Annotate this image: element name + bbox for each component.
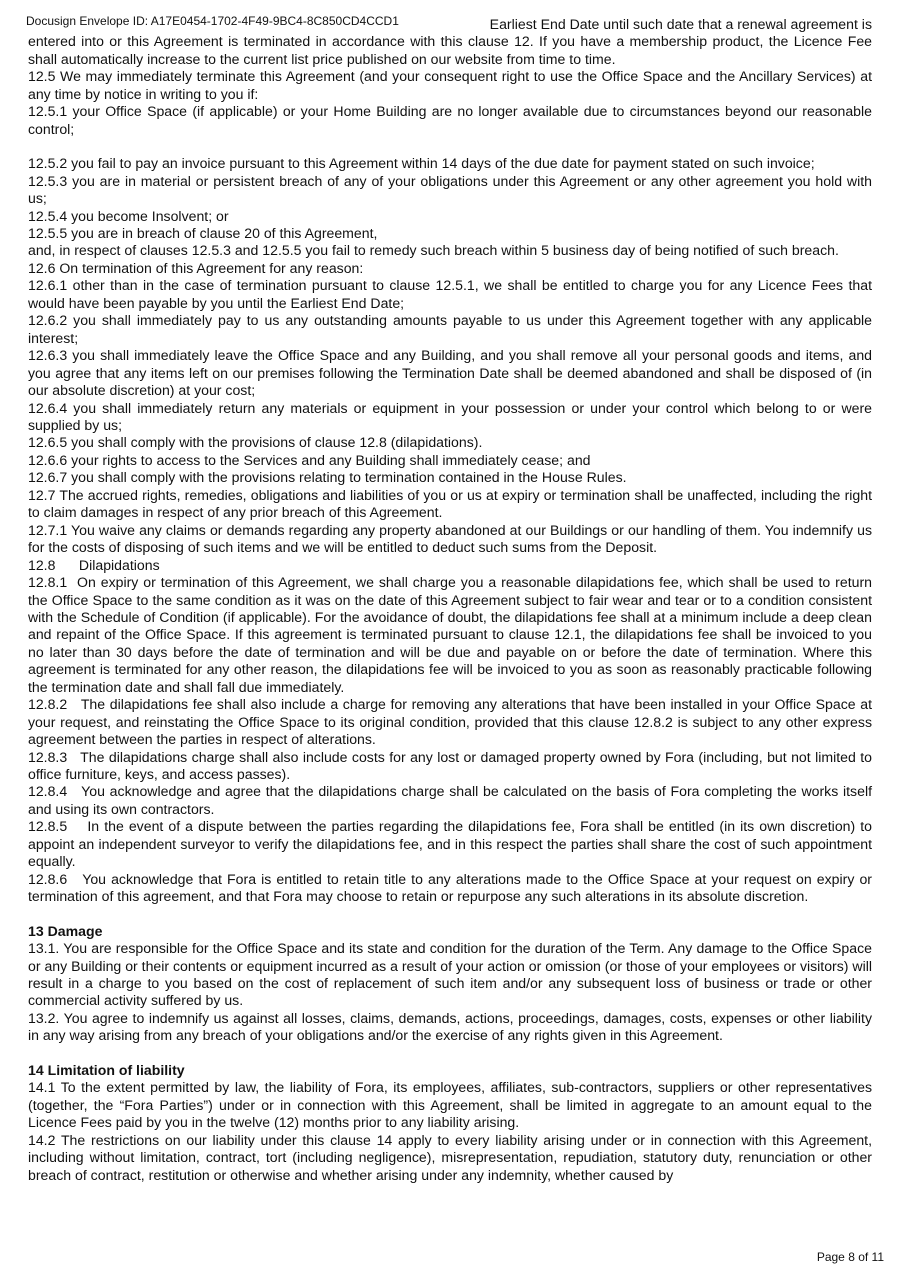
paragraph: 13.2. You agree to indemnify us against all losses, claims, demands, actions, proceedings, damages, costs, expenses or other liability in any way arising from any breach of your obligations and/or the exercise of any rights given in this Agreement. — [28, 1009, 872, 1044]
paragraph: 12.5 We may immediately terminate this Agreement (and your consequent right to use the Office Space and the Ancillary Services) at any time by notice in writing to you if: — [28, 68, 872, 102]
clause-paragraph: 12.6.4 you shall immediately return any materials or equipment in your possession or under your control which belong to or were supplied by us; — [28, 399, 876, 433]
paragraph: 12.5.1 your Office Space (if applicable) or your Home Building are no longer available due to circumstances beyond our reasonable control; — [28, 103, 872, 137]
clause-paragraph: 12.6.1 other than in the case of termination pursuant to clause 12.5.1, we shall be entitled to charge you for any Licence Fees that would have been payable by you until the Earliest End Date; — [28, 277, 876, 311]
envelope-id-header: Docusign Envelope ID: A17E0454-1702-4F49-9BC4-8C850CD4CCD1 — [26, 14, 403, 28]
clause-paragraph: 12.5.3 you are in material or persistent breach of any of your obligations under this Agreement or any other agreement you hold with us; — [28, 172, 876, 207]
clause-paragraph: 12.5.4 you become Insolvent; or — [28, 207, 229, 224]
paragraph: 14.1 To the extent permitted by law, the liability of Fora, its employees, affiliates, sub-contractors, suppliers or other representatives (together, the “Fora Parties”) under or in connection with this Agreement, shall be limited in aggregate to an amount equal to the Licence Fees paid by you in the twelve (12) months prior to any liability arising. — [28, 1079, 872, 1131]
page-number: Page 8 of 11 — [816, 1250, 884, 1264]
paragraph: 13.1. You are responsible for the Office Space and its state and condition for the duration of the Term. Any damage to the Office Space or any Building or their contents or equipment incurred as a result of your action or omission (or those of your employees or visitors) will result in a charge to you based on the cost of replacement of such item and/or any subsequent loss of business or trade or other commercial activity suffered by us. — [28, 940, 872, 1009]
clause-paragraph: and, in respect of clauses 12.5.3 and 12.5.5 you fail to remedy such breach within 5 business day of being notified of such breach. — [28, 242, 839, 259]
clause-paragraph: 12.6.3 you shall immediately leave the Office Space and any Building, and you shall remove all your personal goods and items, and you agree that any items left on our premises following the Termination Date shall be deemed abandoned and shall be disposed of (in our absolute discretion) at your cost; — [28, 347, 876, 399]
clause-paragraph: 12.5.5 you are in breach of clause 20 of this Agreement, — [28, 224, 378, 241]
clause-paragraph: 12.8.4 You acknowledge and agree that the dilapidations charge shall be calculated on the basis of Fora completing the works itself and using its own contractors. — [28, 783, 876, 817]
spacer — [28, 138, 872, 155]
clause-paragraph: 12.7.1 You waive any claims or demands regarding any property abandoned at our Buildings or our handling of them. You indemnify us for the costs of disposing of such items and we will be entitled to deduct such sums from the Deposit. — [28, 521, 876, 556]
paragraph: entered into or this Agreement is terminated in accordance with this clause 12. If you have a membership product, the Licence Fee shall automatically increase to the current list price published on our website from time to time. — [28, 33, 872, 67]
clause-paragraph: 12.8.1 On expiry or termination of this Agreement, we shall charge you a reasonable dilapidations fee, which shall be used to return the Office Space to the same condition as it was on the date of this Agreement subject to fair wear and tear or to a condition consistent with the Schedule of Condition (if applicable). For the avoidance of doubt, the dilapidations fee shall at a minimum include a deep clean and repaint of the Office Space. If this agreement is terminated pursuant to clause 12.1, the dilapidations fee shall be invoiced to you no later than 30 days before the date of termination and will be due and payable on or before the date of termination. Where this agreement is terminated for any other reason, the dilapidations fee will be invoiced to you as soon as reasonably practicable following the termination date and shall fall due immediately. — [28, 574, 876, 695]
section-13-heading: 13 Damage — [28, 922, 103, 939]
clause-paragraph: 12.8.2 The dilapidations fee shall also include a charge for removing any alterations that have been installed in your Office Space at your request, and reinstating the Office Space to its original condition, provided that this clause 12.8.2 is subject to any other express agreement between the parties in respect of alterations. — [28, 696, 876, 748]
paragraph: 14.2 The restrictions on our liability under this clause 14 apply to every liability arising under or in connection with this Agreement, including without limitation, contract, tort (including negligence), misrepresentation, repudiation, statutory duty, renunciation or other breach of contract, restitution or otherwise and whether arising under any indemnity, whether caused by — [28, 1131, 872, 1183]
clause-paragraph: 12.6.6 your rights to access to the Services and any Building shall immediately cease; and — [28, 451, 591, 468]
clause-paragraph: 12.8.5 In the event of a dispute between the parties regarding the dilapidations fee, Fora shall be entitled (in its own discretion) to appoint an independent surveyor to verify the dilapidations fee, and in this respect the parties shall share the cost of such appointment equally. — [28, 818, 876, 870]
clause-paragraph: 12.8.3 The dilapidations charge shall also include costs for any lost or damaged property owned by Fora (including, but not limited to office furniture, keys, and access passes). — [28, 748, 876, 783]
clause-paragraph: 12.8 Dilapidations — [28, 556, 160, 573]
section-14-heading: 14 Limitation of liability — [28, 1061, 185, 1078]
clause-paragraph: 12.6 On termination of this Agreement for any reason: — [28, 259, 364, 276]
clause-12-list — [28, 155, 876, 905]
paragraph-continuation: Earliest End Date until such date that a renewal agreement is — [489, 16, 872, 32]
clause-paragraph: 12.6.7 you shall comply with the provisions relating to termination contained in the House Rules. — [28, 469, 627, 486]
clause-paragraph: 12.6.2 you shall immediately pay to us any outstanding amounts payable to us under this Agreement together with any applicable interest; — [28, 312, 876, 346]
clause-paragraph: 12.5.2 you fail to pay an invoice pursuant to this Agreement within 14 days of the due date for payment stated on such invoice; — [28, 155, 815, 172]
clause-paragraph: 12.7 The accrued rights, remedies, obligations and liabilities of you or us at expiry or termination shall be unaffected, including the right to claim damages in respect of any prior breach of this Agreement. — [28, 486, 876, 521]
clause-paragraph: 12.6.5 you shall comply with the provisions of clause 12.8 (dilapidations). — [28, 434, 483, 451]
clause-paragraph: 12.8.6 You acknowledge that Fora is entitled to retain title to any alterations made to the Office Space at your request on expiry or termination of this agreement, and that Fora may choose to retain or repurpose any such alterations in its absolute discretion. — [28, 870, 876, 905]
document-body — [28, 16, 876, 1184]
spacer — [28, 1045, 872, 1062]
spacer — [28, 906, 872, 923]
